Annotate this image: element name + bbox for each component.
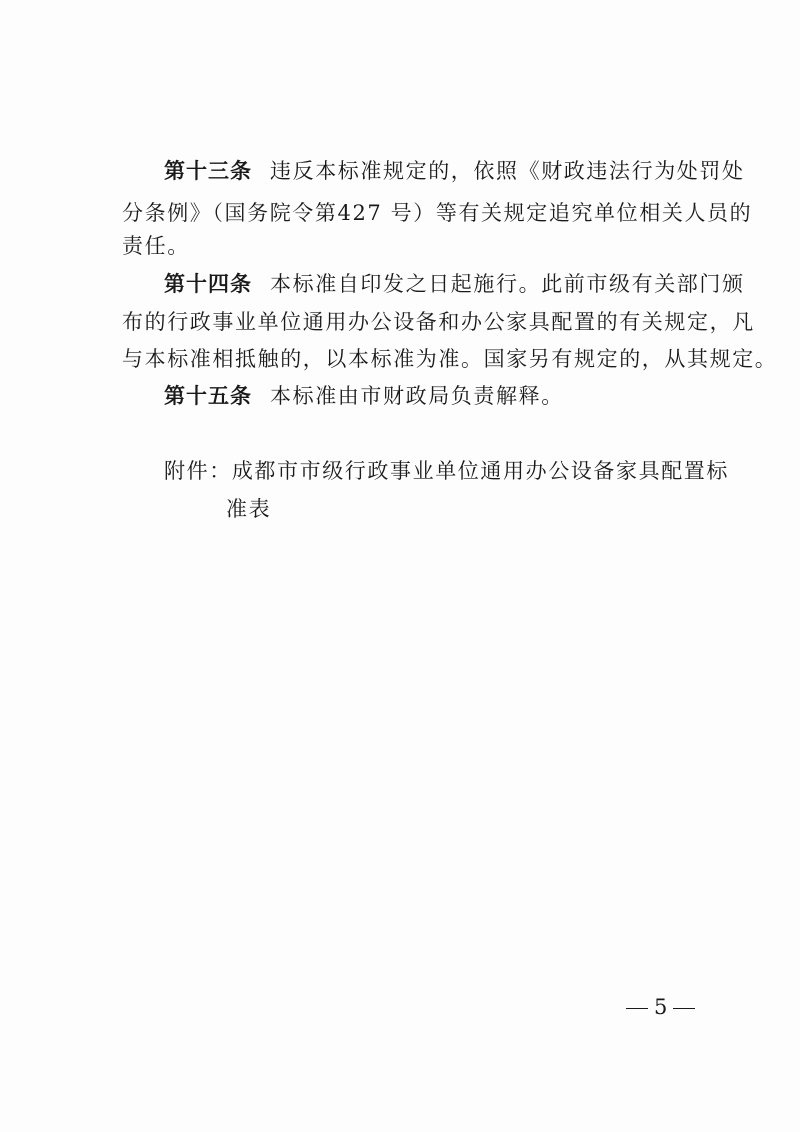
article-13-label: 第十三条 bbox=[164, 159, 252, 183]
dash-left-icon bbox=[626, 1008, 648, 1009]
article-13-line-3: 责任。 bbox=[122, 234, 190, 258]
article-15-line-1 bbox=[122, 381, 734, 411]
article-14-text-1: 本标准自印发之日起施行。此前市级有关部门颁 bbox=[270, 272, 745, 296]
article-15-label: 第十五条 bbox=[164, 384, 252, 408]
page-number bbox=[620, 992, 701, 1022]
article-14-label: 第十四条 bbox=[164, 272, 252, 296]
attachment-label: 附件： bbox=[164, 459, 232, 483]
article-14-line-1 bbox=[122, 269, 745, 299]
attachment-text-1: 成都市市级行政事业单位通用办公设备家具配置标 bbox=[231, 459, 730, 483]
article-15-text-1: 本标准由市财政局负责解释。 bbox=[270, 384, 564, 408]
article-14-line-2: 布的行政事业单位通用办公设备和办公家具配置的有关规定，凡 bbox=[122, 310, 755, 334]
attachment-line-2: 准表 bbox=[226, 497, 272, 521]
article-13-text-1: 违反本标准规定的，依照《财政违法行为处罚处 bbox=[270, 159, 745, 183]
dash-right-icon bbox=[673, 1008, 695, 1009]
article-13-line-2: 分条例》（国务院令第427 号）等有关规定追究单位相关人员的 bbox=[122, 201, 753, 225]
page-number-value: 5 bbox=[654, 995, 668, 1019]
attachment-line-1 bbox=[122, 456, 734, 486]
article-13-line-1 bbox=[122, 156, 745, 186]
article-14-line-3: 与本标准相抵触的，以本标准为准。国家另有规定的，从其规定。 bbox=[122, 347, 778, 371]
